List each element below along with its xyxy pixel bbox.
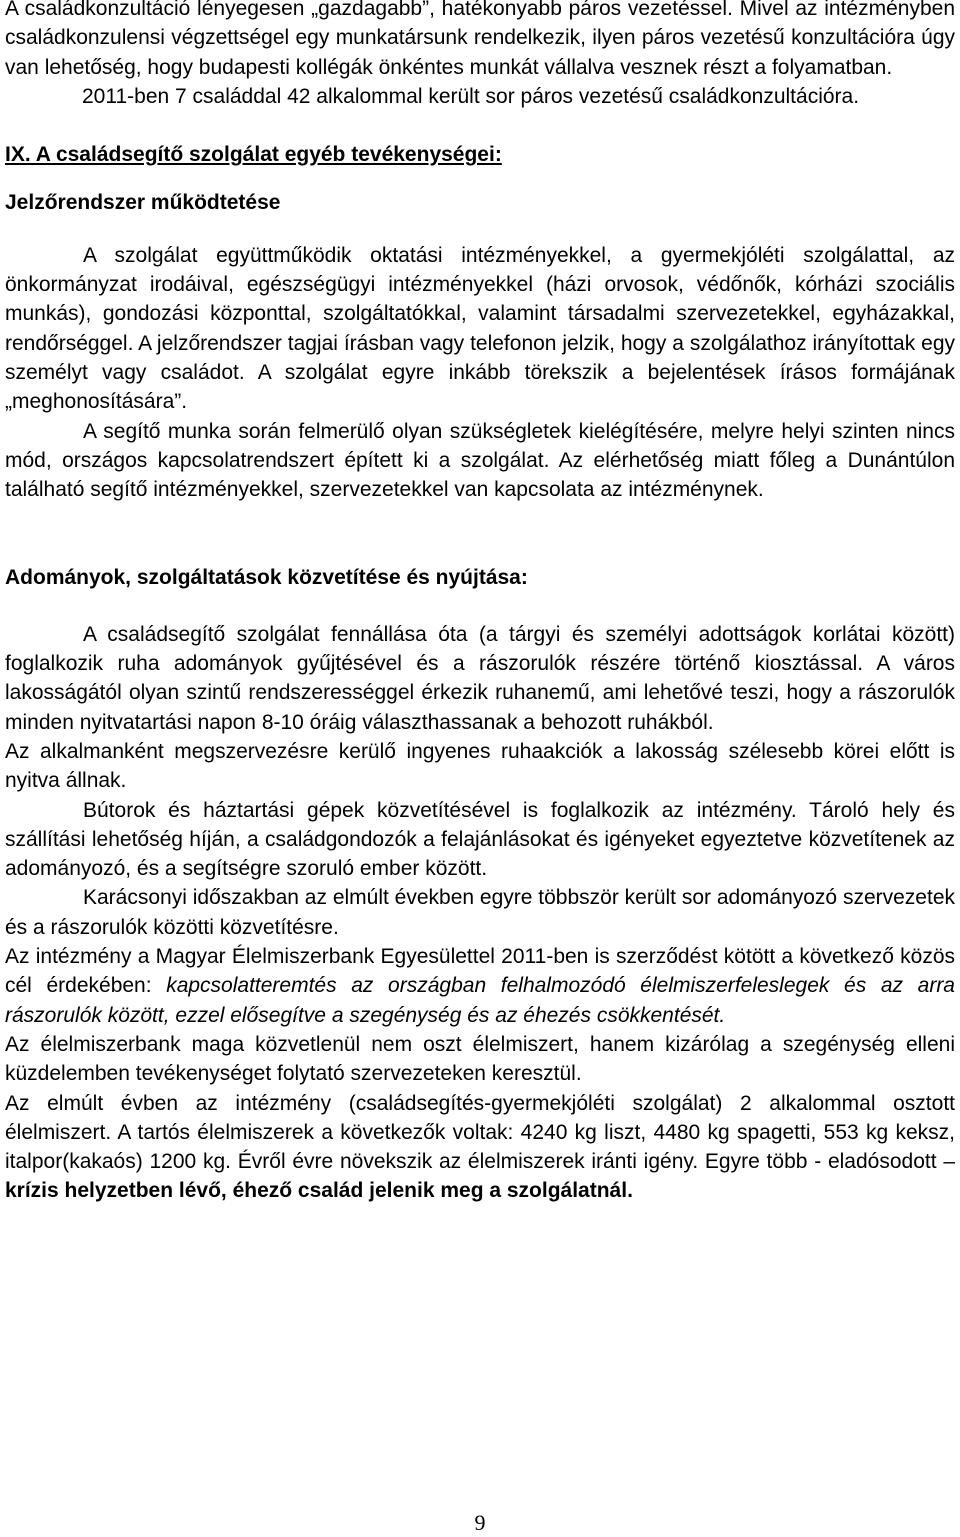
chapter-heading: IX. A családsegítő szolgálat egyéb tevékenységei:	[5, 143, 502, 167]
page-number: 9	[474, 1510, 486, 1535]
section-heading-signal-system: Jelzőrendszer működtetése	[5, 191, 281, 215]
body-paragraph: Karácsonyi időszakban az elmúlt években egyre többször került sor adományozó szervezetek és a rászorulók közötti közvetítésre.	[5, 886, 955, 939]
body-paragraph: A családsegítő szolgálat fennállása óta (a tárgyi és személyi adottságok korlátai között) foglalkozik ruha adományok gyűjtésével és a rászorulók részére történő kiosztással. A város lakosságától olyan szintű rendszerességgel érkezik ruhanemű, ami lehetővé teszi, hogy a rászorulók minden nyitvatartási napon 8-10 óráig választhassanak a behozott ruhákból.	[5, 622, 955, 734]
intro-paragraph-stats: 2011-ben 7 családdal 42 alkalommal került sor páros vezetésű családkonzultációra.	[82, 84, 860, 108]
intro-paragraph: A családkonzultáció lényegesen „gazdagabb”, hatékonyabb páros vezetéssel. Mivel az intézményben családkonzulensi végzettségel egy munkatársunk rendelkezik, ilyen páros vezetésű konzultációra úgy van lehetőség, hogy budapesti kollégák önkéntes munkát vállalva vesznek részt a folyamatban.	[5, 0, 955, 79]
body-paragraph-foodbank	[5, 942, 955, 1030]
body-paragraph: A szolgálat együttműködik oktatási intézményekkel, a gyermekjóléti szolgálattal, az önkormányzat irodáival, egészségügyi intézményekkel (házi orvosok, védőnők, kórházi szociális munkás), gondozási központtal, szolgáltatókkal, valamint társadalmi szervezetekkel, egyházakkal, rendőrséggel. A jelzőrendszer tagjai írásban vagy telefonon jelzik, hogy a szolgálathoz irányítottak egy személyt vagy családot. A szolgálat egyre inkább törekszik a bejelentések írásos formájának „meghonosítására”.	[5, 243, 955, 414]
section-heading-donations: Adományok, szolgáltatások közvetítése és nyújtása:	[5, 566, 528, 590]
body-paragraph: Az élelmiszerbank maga közvetlenül nem oszt élelmiszert, hanem kizárólag a szegénység elleni küzdelemben tevékenységet folytató szervezeteken keresztül.	[5, 1032, 955, 1086]
crisis-emphasis: krízis helyzetben lévő, éhező család jelenik meg a szolgálatnál.	[5, 1179, 633, 1203]
body-paragraph-distribution	[5, 1089, 955, 1206]
body-paragraph: A segítő munka során felmerülő olyan szükségletek kielégítésére, melyre helyi szinten nincs mód, országos kapcsolatrendszert épített ki a szolgálat. Az elérhetőség miatt főleg a Dunántúlon található segítő intézményekkel, szervezetekkel van kapcsolata az intézménynek.	[5, 419, 955, 502]
body-paragraph: Bútorok és háztartási gépek közvetítésével is foglalkozik az intézmény. Tároló hely és szállítási lehetőség híján, a családgondozók a felajánlásokat és igényeket egyeztetve közvetítenek az adományozó, és a segítségre szoruló ember között.	[5, 798, 955, 881]
foodbank-goal-italic: kapcsolatteremtés az országban felhalmozódó élelmiszerfeleslegek és az arra rászorulók között, ezzel elősegítve a szegénység és az éhezés csökkentését.	[5, 974, 955, 1027]
distribution-text: Az elmúlt évben az intézmény (családsegítés-gyermekjóléti szolgálat) 2 alkalommal osztott élelmiszert. A tartós élelmiszerek a következők voltak: 4240 kg liszt, 4480 kg spagetti, 553 kg keksz, italpor(kakaós) 1200 kg. Évről évre növekszik az élelmiszerek iránti igény. Egyre több - eladósodott –	[5, 1091, 955, 1174]
foodbank-text: Az intézmény a Magyar Élelmiszerbank Egyesülettel 2011-ben is szerződést kötött a következő közös cél érdekében:	[5, 945, 955, 998]
body-paragraph: Az alkalmanként megszervezésre kerülő ingyenes ruhaakciók a lakosság szélesebb körei előtt is nyitva állnak.	[5, 739, 955, 793]
page-content	[5, 0, 955, 1206]
